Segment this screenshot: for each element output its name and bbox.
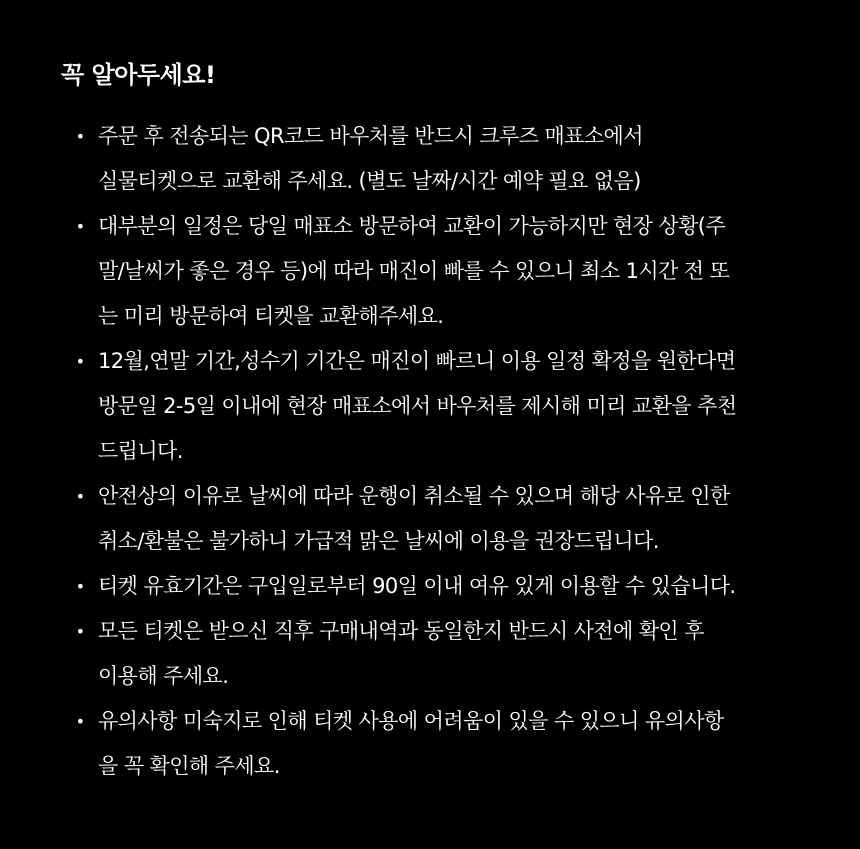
bullet-icon: • <box>75 487 85 506</box>
notice-line: 유의사항 미숙지로 인해 티켓 사용에 어려움이 있을 수 있으니 유의사항 <box>98 709 724 733</box>
notice-line: 주문 후 전송되는 QR코드 바우처를 반드시 크루즈 매표소에서 <box>98 124 643 148</box>
notice-title: 꼭 알아두세요! <box>61 61 216 89</box>
notice-line: 말/날씨가 좋은 경우 등)에 따라 매진이 빠를 수 있으니 최소 1시간 전 또 <box>98 259 730 283</box>
notice-line: 방문일 2-5일 이내에 현장 매표소에서 바우처를 제시해 미리 교환을 추천 <box>98 394 737 418</box>
notice-line: 티켓 유효기간은 구입일로부터 90일 이내 여유 있게 이용할 수 있습니다. <box>98 574 736 598</box>
notice-line: 이용해 주세요. <box>98 664 229 688</box>
notice-item <box>61 564 820 609</box>
notice-line: 실물티켓으로 교환해 주세요. (별도 날짜/시간 예약 필요 없음) <box>98 169 641 193</box>
bullet-icon: • <box>75 127 85 146</box>
notice-line: 대부분의 일정은 당일 매표소 방문하여 교환이 가능하지만 현장 상황(주 <box>98 214 726 238</box>
notice-line: 안전상의 이유로 날씨에 따라 운행이 취소될 수 있으며 해당 사유로 인한 <box>98 484 730 508</box>
notice-line: 는 미리 방문하여 티켓을 교환해주세요. <box>98 304 444 328</box>
notice-line: 모든 티켓은 받으신 직후 구매내역과 동일한지 반드시 사전에 확인 후 <box>98 619 704 643</box>
notice-line: 취소/환불은 불가하니 가급적 맑은 날씨에 이용을 권장드립니다. <box>98 529 659 553</box>
notice-item <box>61 474 820 564</box>
notice-line: 12월,연말 기간,성수기 기간은 매진이 빠르니 이용 일정 확정을 원한다면 <box>98 349 736 373</box>
notice-list <box>61 114 820 789</box>
notice-item <box>61 114 820 204</box>
notice-item <box>61 699 820 789</box>
bullet-icon: • <box>75 577 85 596</box>
notice-line: 을 꼭 확인해 주세요. <box>98 754 280 778</box>
notice-item <box>61 609 820 699</box>
bullet-icon: • <box>75 712 85 731</box>
notice-item <box>61 339 820 474</box>
notice-item <box>61 204 820 339</box>
bullet-icon: • <box>75 352 85 371</box>
bullet-icon: • <box>75 217 85 236</box>
notice-line: 드립니다. <box>98 439 183 463</box>
bullet-icon: • <box>75 622 85 641</box>
